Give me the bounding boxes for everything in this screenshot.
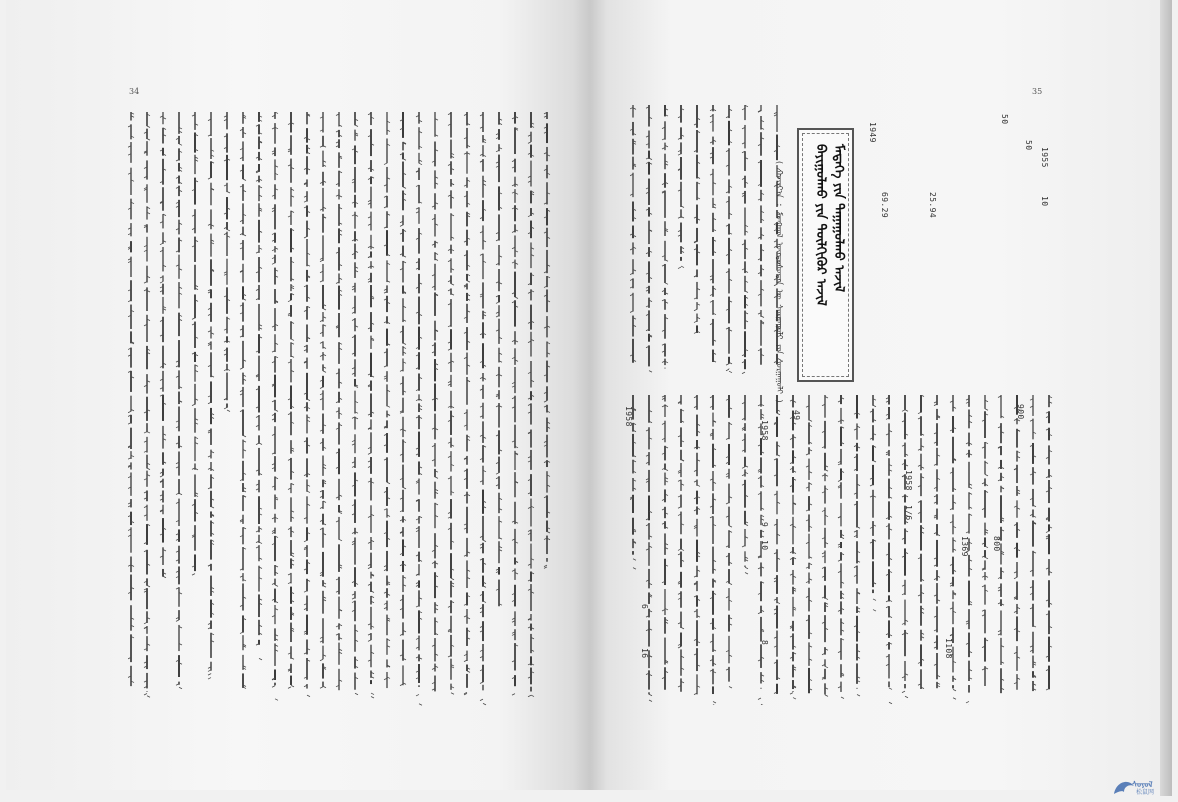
- number-69-29: 69.29: [880, 192, 889, 218]
- glyph-stroke: [809, 420, 812, 422]
- number-6: 6: [640, 604, 649, 609]
- glyph-stroke: [729, 371, 732, 373]
- glyph-stroke: [547, 531, 550, 533]
- glyph-stroke: [790, 693, 793, 695]
- number-1-6: 1/6: [904, 505, 913, 521]
- glyph-stroke: [777, 413, 780, 415]
- glyph-stroke: [681, 266, 684, 268]
- chapter-title-line2: ᠮᠡᠳᠡᠭᠡ ᠶᠢᠨ ᠳᠠᠭᠠᠭᠤᠯᠬᠤ ᠠᠵᠢᠯ: [827, 144, 850, 292]
- glyph-stroke: [224, 407, 227, 409]
- glyph-stroke: [227, 410, 230, 412]
- glyph-stroke: [339, 539, 342, 541]
- glyph-stroke: [531, 695, 534, 697]
- number-1958c: 1958: [624, 406, 633, 427]
- number-16: 16: [640, 648, 649, 658]
- glyph-stroke: [307, 695, 310, 697]
- chapter-title-line1: ᠪᠠᠶᠢᠭᠤᠯᠬᠤ ᠶᠢᠨ ᠲᠦᠯᠬᠢᠭᠦᠷ ᠠᠵᠢᠯ: [809, 144, 832, 306]
- glyph-stroke: [368, 453, 371, 455]
- number-10: 10: [1040, 196, 1049, 206]
- glyph-stroke: [323, 309, 326, 311]
- glyph-stroke: [147, 432, 150, 434]
- glyph-stroke: [160, 475, 163, 477]
- glyph-stroke: [889, 688, 892, 690]
- glyph-stroke: [985, 409, 988, 411]
- glyph-stroke: [320, 260, 323, 262]
- glyph-stroke: [323, 686, 326, 688]
- glyph-stroke: [729, 526, 732, 528]
- glyph-stroke: [742, 372, 745, 374]
- glyph-stroke: [144, 622, 147, 624]
- glyph-stroke: [275, 585, 278, 587]
- glyph-stroke: [496, 473, 499, 475]
- glyph-stroke: [512, 694, 515, 696]
- glyph-stroke: [307, 491, 310, 493]
- glyph-stroke: [729, 686, 732, 688]
- number-25-94: 25.94: [928, 192, 937, 218]
- glyph-stroke: [323, 371, 326, 373]
- glyph-stroke: [307, 399, 310, 401]
- glyph-stroke: [192, 574, 195, 576]
- glyph-stroke: [275, 699, 278, 701]
- glyph-stroke: [192, 404, 195, 406]
- glyph-stroke: [211, 507, 214, 509]
- glyph-stroke: [1014, 577, 1017, 579]
- glyph-stroke: [1046, 531, 1049, 533]
- number-10b: 10: [760, 540, 769, 550]
- glyph-stroke: [902, 691, 905, 693]
- glyph-stroke: [483, 540, 486, 542]
- glyph-stroke: [467, 281, 470, 283]
- glyph-stroke: [825, 598, 828, 600]
- glyph-stroke: [339, 512, 342, 514]
- left-page-text-block: [128, 112, 568, 802]
- glyph-stroke: [528, 142, 531, 144]
- glyph-stroke: [163, 576, 166, 578]
- glyph-stroke: [665, 283, 668, 285]
- glyph-stroke: [649, 158, 652, 160]
- glyph-stroke: [742, 467, 745, 469]
- number-900: 900: [1016, 404, 1025, 420]
- glyph-stroke: [544, 401, 547, 403]
- glyph-stroke: [873, 460, 876, 462]
- glyph-stroke: [240, 368, 243, 370]
- glyph-stroke: [902, 410, 905, 412]
- number-8: 8: [760, 640, 769, 645]
- glyph-stroke: [208, 178, 211, 180]
- glyph-stroke: [483, 703, 486, 705]
- glyph-stroke: [227, 229, 230, 231]
- glyph-stroke: [905, 410, 908, 412]
- glyph-stroke: [291, 685, 294, 687]
- glyph-stroke: [918, 412, 921, 414]
- glyph-stroke: [649, 700, 652, 702]
- glyph-stroke: [243, 179, 246, 181]
- glyph-stroke: [985, 557, 988, 559]
- glyph-stroke: [649, 694, 652, 696]
- glyph-stroke: [953, 698, 956, 700]
- glyph-stroke: [403, 343, 406, 345]
- glyph-stroke: [793, 698, 796, 700]
- page-number-left: 34: [129, 87, 139, 96]
- glyph-stroke: [966, 701, 969, 703]
- glyph-stroke: [368, 640, 371, 642]
- glyph-stroke: [320, 387, 323, 389]
- page-edge: [1160, 0, 1172, 796]
- number-1369: 1369: [960, 536, 969, 557]
- glyph-stroke: [208, 402, 211, 404]
- number-49: 49: [792, 410, 801, 420]
- glyph-stroke: [288, 687, 291, 689]
- glyph-stroke: [147, 126, 150, 128]
- glyph-stroke: [291, 339, 294, 341]
- glyph-stroke: [259, 658, 262, 660]
- glyph-stroke: [1046, 689, 1049, 691]
- glyph-stroke: [387, 406, 390, 408]
- glyph-stroke: [873, 599, 876, 601]
- number-1955: 1955: [1040, 147, 1049, 168]
- glyph-stroke: [841, 697, 844, 699]
- glyph-stroke: [678, 267, 681, 269]
- glyph-stroke: [403, 159, 406, 161]
- glyph-stroke: [419, 704, 422, 706]
- glyph-stroke: [400, 225, 403, 227]
- glyph-stroke: [630, 311, 633, 313]
- glyph-stroke: [371, 693, 374, 695]
- chapter-subtitle: ( ᠬᠣᠷᠢᠶ᠎ᠠ : ᠮᠣᠩᠭᠣᠯ ᠦᠨᠳᠦᠰᠦᠲᠡᠨ ᠦ ᠰᠤᠷᠭᠠᠭᠤᠯᠢ ᠶᠢᠨ ᠰᠤᠷᠭᠠᠭᠤᠯᠢ ): [772, 160, 786, 404]
- glyph-stroke: [272, 686, 275, 688]
- glyph-stroke: [275, 410, 278, 412]
- glyph-stroke: [288, 300, 291, 302]
- glyph-stroke: [633, 559, 636, 561]
- watermark-text: ᠰᠣᠶᠣᠯ: [1132, 776, 1153, 790]
- glyph-stroke: [323, 586, 326, 588]
- glyph-stroke: [985, 474, 988, 476]
- glyph-stroke: [435, 477, 438, 479]
- glyph-stroke: [496, 302, 499, 304]
- glyph-stroke: [873, 405, 876, 407]
- glyph-stroke: [515, 297, 518, 299]
- glyph-stroke: [451, 578, 454, 580]
- number-50a: 50: [1024, 140, 1033, 150]
- glyph-stroke: [291, 555, 294, 557]
- glyph-stroke: [745, 567, 748, 569]
- glyph-stroke: [544, 565, 547, 567]
- glyph-stroke: [681, 549, 684, 551]
- glyph-stroke: [825, 666, 828, 668]
- glyph-stroke: [179, 144, 182, 146]
- glyph-stroke: [176, 620, 179, 622]
- glyph-stroke: [304, 540, 307, 542]
- glyph-stroke: [451, 693, 454, 695]
- glyph-stroke: [320, 687, 323, 689]
- glyph-stroke: [678, 154, 681, 156]
- glyph-stroke: [665, 469, 668, 471]
- glyph-stroke: [144, 693, 147, 695]
- glyph-stroke: [147, 139, 150, 141]
- glyph-stroke: [745, 524, 748, 526]
- glyph-stroke: [384, 163, 387, 165]
- glyph-stroke: [825, 695, 828, 697]
- glyph-stroke: [387, 482, 390, 484]
- glyph-stroke: [528, 215, 531, 217]
- glyph-stroke: [726, 369, 729, 371]
- number-800: 800: [992, 536, 1001, 552]
- glyph-stroke: [905, 696, 908, 698]
- glyph-stroke: [160, 243, 163, 245]
- glyph-stroke: [726, 503, 729, 505]
- glyph-stroke: [179, 687, 182, 689]
- glyph-stroke: [467, 671, 470, 673]
- glyph-stroke: [227, 191, 230, 193]
- glyph-stroke: [726, 364, 729, 366]
- glyph-stroke: [419, 163, 422, 165]
- glyph-stroke: [144, 432, 147, 434]
- glyph-stroke: [147, 696, 150, 698]
- glyph-stroke: [160, 282, 163, 284]
- glyph-stroke: [480, 682, 483, 684]
- glyph-stroke: [745, 291, 748, 293]
- page-number-right: 35: [1032, 87, 1042, 96]
- glyph-stroke: [272, 263, 275, 265]
- glyph-stroke: [873, 610, 876, 612]
- number-1958a: 1958: [904, 470, 913, 491]
- glyph-stroke: [403, 487, 406, 489]
- glyph-stroke: [483, 601, 486, 603]
- glyph-stroke: [403, 187, 406, 189]
- glyph-stroke: [259, 443, 262, 445]
- glyph-stroke: [838, 480, 841, 482]
- glyph-stroke: [480, 699, 483, 701]
- glyph-stroke: [304, 591, 307, 593]
- glyph-stroke: [694, 309, 697, 311]
- glyph-stroke: [528, 695, 531, 697]
- glyph-stroke: [208, 674, 211, 676]
- glyph-stroke: [451, 284, 454, 286]
- glyph-stroke: [355, 693, 358, 695]
- number-1949: 1949: [868, 122, 877, 143]
- glyph-stroke: [243, 435, 246, 437]
- number-50b: 50: [1000, 114, 1009, 124]
- left-page-text-lines: [128, 112, 568, 802]
- glyph-stroke: [889, 702, 892, 704]
- glyph-stroke: [678, 549, 681, 551]
- glyph-stroke: [208, 678, 211, 680]
- glyph-stroke: [681, 627, 684, 629]
- number-1108: 1108: [944, 638, 953, 659]
- watermark-subtext: 松鼠网: [1136, 787, 1154, 796]
- glyph-stroke: [761, 704, 764, 705]
- glyph-stroke: [147, 585, 150, 587]
- glyph-stroke: [371, 696, 374, 698]
- glyph-stroke: [857, 694, 860, 696]
- chapter-title-box: [797, 128, 854, 382]
- glyph-stroke: [304, 236, 307, 238]
- glyph-stroke: [953, 689, 956, 691]
- number-1958b: 1958: [760, 420, 769, 441]
- glyph-stroke: [870, 485, 873, 487]
- glyph-stroke: [678, 646, 681, 648]
- glyph-stroke: [633, 568, 636, 570]
- number-9: 9: [760, 522, 769, 527]
- glyph-stroke: [745, 572, 748, 574]
- glyph-stroke: [192, 318, 195, 320]
- glyph-stroke: [416, 694, 419, 696]
- glyph-stroke: [544, 567, 547, 569]
- glyph-stroke: [147, 468, 150, 470]
- glyph-stroke: [355, 125, 358, 127]
- glyph-stroke: [320, 659, 323, 661]
- glyph-stroke: [128, 411, 131, 413]
- glyph-stroke: [649, 371, 652, 373]
- glyph-stroke: [758, 698, 761, 700]
- glyph-stroke: [713, 702, 716, 704]
- glyph-stroke: [729, 583, 732, 585]
- glyph-stroke: [240, 632, 243, 634]
- glyph-stroke: [256, 443, 259, 445]
